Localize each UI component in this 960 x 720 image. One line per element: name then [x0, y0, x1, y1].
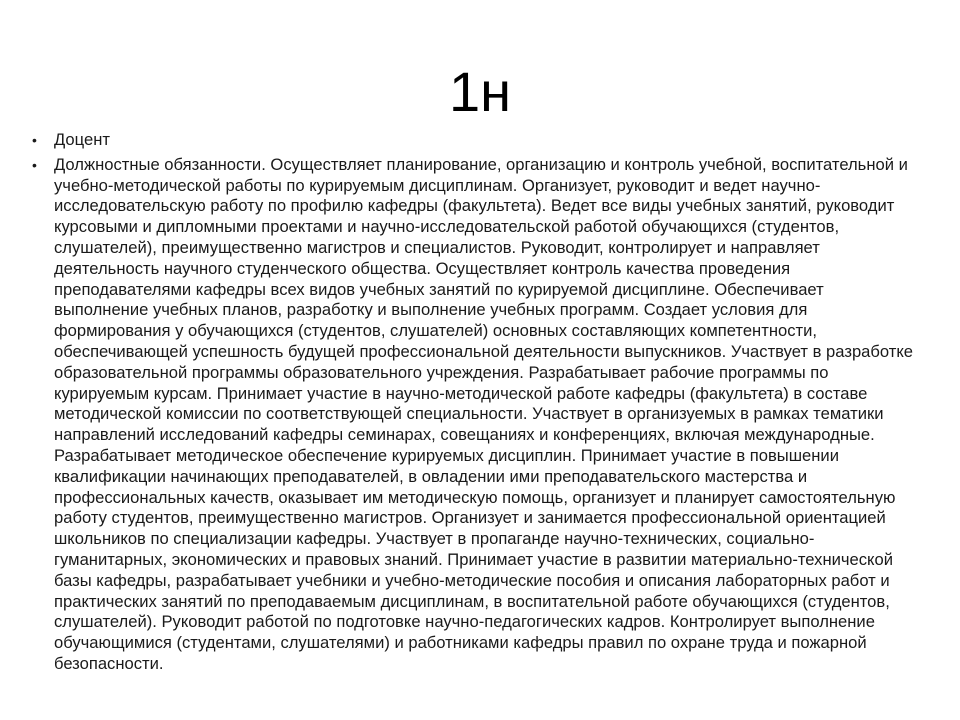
slide-title: 1н — [448, 60, 512, 123]
bullet-item-duties — [32, 155, 922, 675]
bullet-dot-icon: • — [32, 156, 37, 173]
bullet-item-position — [32, 130, 922, 151]
bullet-text-duties: Должностные обязанности. Осуществляет планирование, организацию и контроль учебной, воспитательной и учебно-методической работы по курируемым дисциплинам. Организует, руководит и ведет научно-исследовательскую работу по профилю кафедры (факультета). Ведет все виды учебных занятий, руководит курсовыми и дипломными проектами и научно-исследовательской работой обучающихся (студентов, слушателей), преимущественно магистров и специалистов. Руководит, контролирует и направляет деятельность научного студенческого общества. Осуществляет контроль качества проведения преподавателями кафедры всех видов учебных занятий по курируемой дисциплине. Обеспечивает выполнение учебных планов, разработку и выполнение учебных программ. Создает условия для формирования у обучающихся (студентов, слушателей) основных составляющих компетентности, обеспечивающей успешность будущей профессиональной деятельности выпускников. Участвует в разработке образовательной программы образовательного учреждения. Разрабатывает рабочие программы по курируемым курсам. Принимает участие в научно-методической работе кафедры (факультета) в составе методической комиссии по соответствующей специальности. Участвует в организуемых в рамках тематики направлений исследований кафедры семинарах, совещаниях и конференциях, включая международные. Разрабатывает методическое обеспечение курируемых дисциплин. Принимает участие в повышении квалификации начинающих преподавателей, в овладении ими преподавательского мастерства и профессиональных качеств, оказывает им методическую помощь, организует и планирует самостоятельную работу студентов, преимущественно магистров. Организует и занимается профессиональной ориентацией школьников по специализации кафедры. Участвует в пропаганде научно-технических, социально-гуманитарных, экономических и правовых знаний. Принимает участие в развитии материально-технической базы кафедры, разрабатывает учебники и учебно-методические пособия и описания лабораторных работ и практических занятий по преподаваемым дисциплинам, в воспитательной работе обучающихся (студентов, слушателей). Руководит работой по подготовке научно-педагогических кадров. Контролирует выполнение обучающимися (студентами, слушателями) и работниками кафедры правил по охране труда и пожарной безопасности. — [54, 154, 914, 673]
bullet-text-position: Доцент — [54, 130, 110, 149]
bullet-dot-icon: • — [32, 132, 37, 148]
bullet-list — [32, 130, 922, 679]
